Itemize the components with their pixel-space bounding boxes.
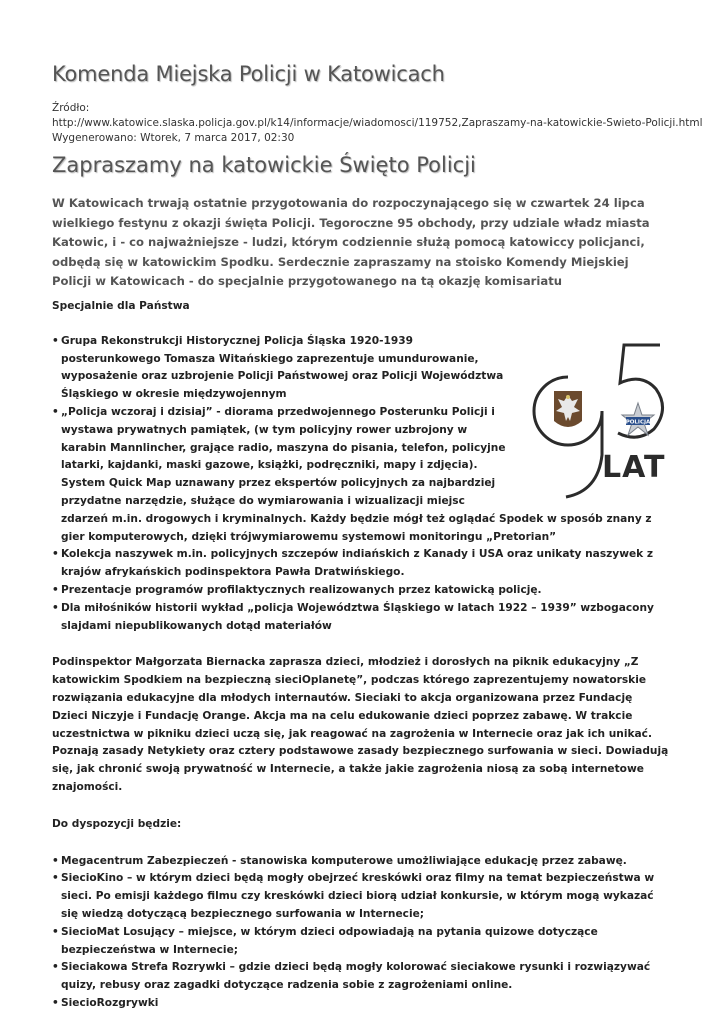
list-item: • Dla miłośników historii wykład „policja Województwa Śląskiego w latach 1922 – 1939” wzbogacony slajdami niepublikowanych dotąd materiałów xyxy=(52,600,670,636)
list-item: • SiecioKino – w którym dzieci będą mogły obejrzeć kreskówki oraz filmy na temat bezpieczeństwa w sieci. Po emisji każdego filmu czy kreskówki dzieci biorą udział konkursie, w którym mogą wykazać się wiedzą dotyczącą bezpiecznego surfowania w Internecie; xyxy=(52,870,670,923)
special-offer-list xyxy=(52,333,670,636)
article-lead: W Katowicach trwają ostatnie przygotowania do rozpoczynającego się w czwartek 24 lipca wielkiego festynu z okazji święta Policji. Tegoroczne 95 obchody, przy udziale władz miasta Katowic, i - co najważniejsze - ludzi, którym codziennie służą pomocą katowiccy policjanci, odbędą się w katowickim Spodku. Serdecznie zapraszamy na stoisko Komendy Miejskiej Policji w Katowicach - do specjalnie przygotowanego na tą okazję komisariatu xyxy=(52,196,650,289)
list-item: • SiecioMat Losujący – miejsce, w którym dzieci odpowiadają na pytania quizowe dotyczące bezpieczeństwa w Internecie; xyxy=(52,924,670,960)
list-item: • SiecioRozgrywki xyxy=(52,995,670,1013)
list-item: • Sieciakowa Strefa Rozrywki – gdzie dzieci będą mogły kolorować sieciakowe rysunki i rozwiązywać quizy, rebusy oraz zagadki dotyczące radzenia sobie z zagrożeniami online. xyxy=(52,959,670,995)
generated-date: Wygenerowano: Wtorek, 7 marca 2017, 02:30 xyxy=(52,132,295,144)
article-title: Zapraszamy na katowickie Święto Policji xyxy=(52,153,476,177)
available-attractions-list xyxy=(52,853,670,1013)
sieciaki-paragraph: Podinspektor Małgorzata Biernacka zaprasza dzieci, młodzież i dorosłych na piknik edukacyjny „Z katowickim Spodkiem na bezpieczną sieciOplanetę”, podczas którego zaprezentujemy nowatorskie rozwiązania edukacyjne dla młodych internautów. Sieciaki to akcja organizowana przez Fundację Dzieci Niczyje i Fundację Orange. Akcja ma na celu edukowanie dzieci poprzez zabawę. W trakcie uczestnictwa w pikniku dzieci uczą się, jak reagować na zagrożenia w Internecie oraz jak ich unikać. Poznają zasady Netykiety oraz cztery podstawowe zasady bezpiecznego surfowania w sieci. Dowiadują się, jak chronić swoją prywatność w Internecie, a także jakie zagrożenia niosą za sobą internetowe znajomości. xyxy=(52,656,669,793)
section-heading-dyspozycja: Do dyspozycji będzie: xyxy=(52,817,182,830)
badge-label: POLICJA xyxy=(625,419,651,426)
logo-lat-text: LAT xyxy=(602,449,666,485)
section-heading-specjalnie: Specjalnie dla Państwa xyxy=(52,300,190,312)
article-content xyxy=(52,298,670,1013)
source-url: http://www.katowice.slaska.policja.gov.pl/k14/informacje/wiadomosci/119752,Zapraszamy-na-katowickie-Swieto-Policji.html xyxy=(52,117,703,129)
source-label: Źródło: xyxy=(52,102,90,114)
list-item: • Kolekcja naszywek m.in. policyjnych szczepów indiańskich z Kanady i USA oraz unikaty naszywek z krajów afrykańskich podinspektora Pawła Dratwińskiego. xyxy=(52,546,670,582)
list-item: • Prezentacje programów profilaktycznych realizowanych przez katowicką policję. xyxy=(52,582,670,600)
site-title: Komenda Miejska Policji w Katowicach xyxy=(52,62,445,86)
list-item: • „Policja wczoraj i dzisiaj” - diorama przedwojennego Posterunku Policji i wystawa prywatnych pamiątek, (w tym policyjny rower uzbrojony w karabin Mannlincher, grające radio, maszyna do pisania, telefon, policyjne latarki, kajdanki, maski gazowe, książki, podręczniki, mapy i zdjęcia). System Quick Map uznawany przez ekspertów policyjnych za najbardziej przydatne narzędzie, służące do wymiarowania i wizualizacji miejsc zdarzeń m.in. drogowych i kryminalnych. Każdy będzie mógł też oglądać Spodek w sposób znany z gier komputerowych, dzięki trójwymiarowemu systemowi monitoringu „Pretorian” xyxy=(52,404,670,546)
list-item: • Grupa Rekonstrukcji Historycznej Policja Śląska 1920-1939 posterunkowego Tomasza Witańskiego zaprezentuje umundurowanie, wyposażenie oraz uzbrojenie Policji Państwowej oraz Policji Województwa Śląskiego w okresie międzywojennym xyxy=(52,333,670,404)
source-meta xyxy=(52,101,703,146)
list-item: • Megacentrum Zabezpieczeń - stanowiska komputerowe umożliwiające edukację przez zabawę. xyxy=(52,853,670,871)
